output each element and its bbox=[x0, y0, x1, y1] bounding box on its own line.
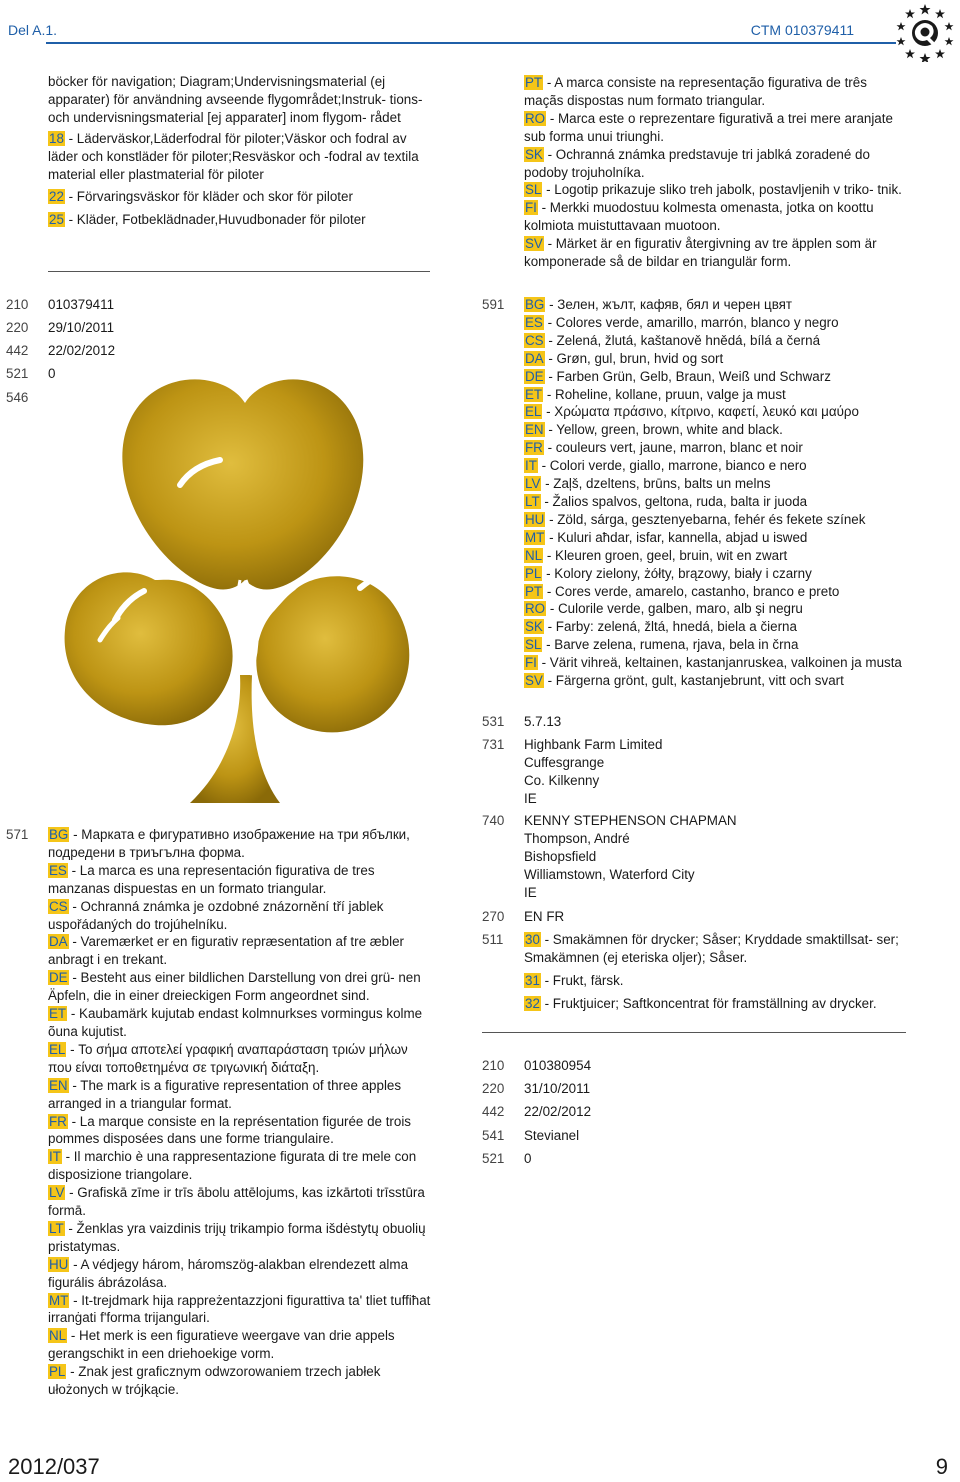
description-text: - Merkki muodostuu kolmesta omenasta, jotka on koottu kolmiota muistuttavaan muotoon. bbox=[524, 200, 874, 234]
lang-code: IT bbox=[49, 1149, 61, 1165]
lang-code: RO bbox=[525, 601, 546, 617]
lang-code: CS bbox=[49, 898, 68, 914]
lang-code: LV bbox=[525, 476, 541, 492]
colour-text: - Χρώματα πράσινο, κίτρινο, καφετί, λευκό και μαύρο bbox=[542, 404, 859, 420]
description-entry bbox=[48, 1005, 434, 1041]
colour-text: - Farby: zelená, žltá, hnedá, biela a čierna bbox=[543, 619, 797, 635]
field-value: 0 bbox=[524, 1151, 532, 1166]
page-number: 9 bbox=[935, 1454, 948, 1479]
colour-entry bbox=[524, 583, 910, 601]
lang-code: DA bbox=[49, 934, 68, 950]
colour-text: - Grøn, gul, brun, hvid og sort bbox=[544, 350, 724, 366]
colour-entry bbox=[524, 672, 910, 690]
description-entry bbox=[524, 146, 910, 182]
colour-entry bbox=[524, 314, 910, 332]
colour-entry bbox=[524, 565, 910, 583]
description-text: - Ochranná známka je ozdobné znázornění tří jablek uspořádaných do trojúhelníku. bbox=[48, 898, 384, 932]
lang-code: FI bbox=[525, 200, 537, 216]
colour-entry bbox=[524, 457, 910, 475]
description-entry bbox=[524, 74, 910, 110]
colour-text: - Zöld, sárga, gesztenyebarna, fehér és fekete színek bbox=[545, 511, 866, 527]
lang-code: HU bbox=[525, 511, 545, 527]
representative-line: Thompson, André bbox=[524, 830, 630, 846]
lang-code: IT bbox=[525, 458, 537, 474]
colour-entry bbox=[524, 511, 910, 529]
description-text: - Varemærket er en figurativ repræsentation af tre æbler anbragt i en trekant. bbox=[48, 934, 405, 968]
class-entry bbox=[48, 188, 432, 206]
colour-text: - Culorile verde, galben, maro, alb şi negru bbox=[546, 601, 803, 617]
description-entry bbox=[48, 1292, 434, 1328]
field-number: 591 bbox=[482, 297, 505, 312]
field-number: 571 bbox=[6, 827, 29, 842]
colour-text: - Colori verde, giallo, marrone, bianco e nero bbox=[537, 458, 807, 474]
lang-code: RO bbox=[525, 110, 546, 126]
description-entry bbox=[524, 181, 910, 199]
description-text: - Besteht aus einer bildlichen Darstellung von drei grü- nen Äpfeln, die in einer dreieckigen Form angeordnet sind. bbox=[48, 970, 421, 1004]
lang-code: FR bbox=[49, 1113, 67, 1129]
field-number: 531 bbox=[482, 714, 505, 729]
class-entry bbox=[524, 995, 910, 1013]
representative-line: KENNY STEPHENSON CHAPMAN bbox=[524, 813, 737, 828]
goods-classes bbox=[524, 931, 910, 1013]
colour-text: - Colores verde, amarillo, marrón, blanco y negro bbox=[543, 314, 839, 330]
class-entry bbox=[524, 972, 910, 990]
colour-entry bbox=[524, 493, 910, 511]
field-number: 541 bbox=[482, 1128, 505, 1143]
colour-text: - Värit vihreä, keltainen, kastanjanruskea, valkoinen ja musta bbox=[537, 655, 902, 671]
field-value: 22/02/2012 bbox=[524, 1104, 592, 1119]
class-entry bbox=[524, 931, 910, 967]
description-text: - Il marchio è una rappresentazione figurata di tre mele con disposizione triangolare. bbox=[48, 1149, 417, 1183]
description-entry bbox=[48, 1363, 434, 1399]
lang-code: PT bbox=[525, 75, 543, 90]
field-number: 521 bbox=[6, 366, 29, 381]
field-value: 010379411 bbox=[48, 297, 115, 312]
class-code: 30 bbox=[525, 932, 540, 947]
class-text: - Frukt, färsk. bbox=[540, 972, 624, 988]
description-entry bbox=[48, 898, 434, 934]
lang-code: FI bbox=[525, 655, 537, 671]
description-text: - Kaubamärk kujutab endast kolmnurkses vormingus kolme õuna kujutist. bbox=[48, 1006, 423, 1039]
colour-text: - couleurs vert, jaune, marron, blanc et noir bbox=[543, 440, 803, 456]
field-value: Stevianel bbox=[524, 1128, 580, 1143]
class-entry bbox=[48, 211, 432, 229]
description-entry bbox=[48, 862, 434, 898]
representative-line: Bishopsfield bbox=[524, 848, 597, 864]
description-text: - Grafiskā zīme ir trīs ābolu attēlojums, kas izkārtoti trīsstūra formā. bbox=[48, 1185, 425, 1219]
field-value: 31/10/2011 bbox=[524, 1081, 591, 1096]
lang-code: CS bbox=[525, 332, 544, 348]
colour-text: - Kolory zielony, żółty, brązowy, biały i czarny bbox=[542, 565, 812, 581]
field-number: 521 bbox=[482, 1151, 505, 1166]
lang-code: SL bbox=[525, 637, 542, 653]
description-entry bbox=[48, 1256, 434, 1292]
entry-separator bbox=[48, 271, 430, 272]
colour-entry bbox=[524, 600, 910, 618]
lang-code: SV bbox=[525, 236, 543, 252]
field-value: 0 bbox=[48, 366, 56, 381]
description-text: - Το σήμα αποτελεί γραφική αναπαράσταση τριών μήλων που είναι τοποθετημένα σε τριγωνική διάταξη. bbox=[48, 1041, 408, 1075]
applicant-block bbox=[524, 736, 910, 808]
colour-text: - Cores verde, amarelo, castanho, branco e preto bbox=[543, 583, 840, 599]
lang-code: NL bbox=[49, 1328, 67, 1344]
field-value: 010380954 bbox=[524, 1058, 592, 1073]
lang-code: LT bbox=[49, 1220, 64, 1236]
lang-code: SL bbox=[525, 182, 542, 198]
description-text: - La marque consiste en la représentation figurée de trois pommes disposées dans une forme triangulaire. bbox=[48, 1113, 412, 1147]
field-number: 210 bbox=[482, 1058, 505, 1073]
header-rule bbox=[46, 42, 896, 44]
class-text: - Kläder, Fotbeklädnader,Huvudbonader för piloter bbox=[64, 212, 366, 228]
applicant-line: IE bbox=[524, 790, 537, 806]
colour-text: - Yellow, green, brown, white and black. bbox=[544, 422, 783, 438]
description-entry bbox=[48, 1041, 434, 1077]
class-text: - Fruktjuicer; Saftkoncentrat för framställning av drycker. bbox=[540, 995, 877, 1011]
colour-entry bbox=[524, 529, 910, 547]
colour-entry bbox=[524, 350, 910, 368]
representative-line: IE bbox=[524, 884, 537, 900]
colour-text: - Kleuren groen, geel, bruin, wit en zwart bbox=[543, 547, 788, 563]
colour-entry bbox=[524, 332, 910, 350]
description-entry bbox=[48, 1327, 434, 1363]
mark-descriptions-continued bbox=[524, 74, 910, 271]
description-text: - La marca es una representación figurativa de tres manzanas dispuestas en un formato triangular. bbox=[48, 862, 375, 896]
field-number: 220 bbox=[6, 320, 29, 335]
description-text: - A marca consiste na representação figurativa de três maçãs dispostas num formato triangular. bbox=[524, 75, 867, 108]
field-number: 442 bbox=[482, 1104, 505, 1119]
colour-entry bbox=[524, 439, 910, 457]
description-entry bbox=[48, 1148, 434, 1184]
description-entry bbox=[48, 933, 434, 969]
description-text: - A védjegy három, háromszög-alakban elrendezett alma figurális ábrázolása. bbox=[48, 1256, 409, 1290]
colour-text: - Barve zelena, rumena, rjava, bela in črna bbox=[542, 637, 799, 653]
colour-entry bbox=[524, 403, 910, 421]
colour-text: - Зелен, жълт, кафяв, бял и черен цвят bbox=[545, 297, 793, 312]
field-number: 511 bbox=[482, 932, 504, 947]
colour-entry bbox=[524, 636, 910, 654]
description-text: - Het merk is een figuratieve weergave van drie appels gerangschikt in een driehoekige vorm. bbox=[48, 1328, 395, 1362]
languages: EN FR bbox=[524, 909, 565, 924]
applicant-line: Highbank Farm Limited bbox=[524, 737, 663, 752]
lang-code: HU bbox=[49, 1256, 69, 1272]
lang-code: DA bbox=[525, 350, 544, 366]
description-entry bbox=[48, 969, 434, 1005]
colour-text: - Zaļš, dzeltens, brūns, balts un melns bbox=[541, 476, 771, 492]
lang-code: ET bbox=[525, 386, 543, 402]
lang-code: LV bbox=[49, 1185, 65, 1201]
lang-code: NL bbox=[525, 547, 543, 563]
lang-code: FR bbox=[525, 440, 543, 456]
colour-entry bbox=[524, 654, 910, 672]
field-number: 740 bbox=[482, 813, 505, 828]
lang-code: DE bbox=[49, 970, 68, 986]
field-number: 731 bbox=[482, 737, 505, 752]
field-number: 546 bbox=[6, 390, 29, 405]
class-text: - Läderväskor,Läderfodral för piloter;Väskor och fodral av läder och konstläder för piloter;Resväskor och -fodral av textila material eller plastmaterial för piloter bbox=[48, 130, 419, 182]
colour-entry bbox=[524, 296, 910, 314]
description-entry bbox=[524, 199, 910, 235]
lang-code: BG bbox=[525, 297, 545, 312]
description-text: - Ochranná známka predstavuje tri jablká zoradené do podoby trojuholníka. bbox=[524, 146, 870, 180]
colour-text: - Kuluri aħdar, isfar, kannella, abjad u iswed bbox=[545, 529, 808, 545]
lang-code: BG bbox=[49, 827, 69, 842]
field-number: 442 bbox=[6, 343, 29, 358]
description-entry bbox=[48, 1220, 434, 1256]
eu-emblem-icon bbox=[894, 2, 956, 62]
intro-text: böcker för navigation; Diagram;Undervisningsmaterial (ej apparater) för användning avseende flygområdet;Instruk- tions- och undervisningsmaterial [ej apparater] inom flygom- rådet bbox=[48, 74, 423, 125]
applicant-line: Co. Kilkenny bbox=[524, 772, 600, 788]
class-code: 22 bbox=[49, 189, 64, 205]
class-entry bbox=[48, 130, 432, 184]
colour-entry bbox=[524, 618, 910, 636]
representative-line: Williamstown, Waterford City bbox=[524, 866, 695, 882]
colour-text: - Roheline, kollane, pruun, valge ja must bbox=[543, 386, 786, 402]
vienna-classification: 5.7.13 bbox=[524, 714, 562, 729]
description-entry bbox=[48, 1077, 434, 1113]
colour-text: - Zelená, žlutá, kaštanově hnědá, bílá a černá bbox=[544, 332, 821, 348]
colour-text: - Žalios spalvos, geltona, ruda, balta ir juoda bbox=[540, 493, 808, 509]
class-code: 18 bbox=[49, 130, 64, 146]
goods-continuation bbox=[48, 73, 432, 229]
description-text: - The mark is a figurative representation of three apples arranged in a triangular format. bbox=[48, 1077, 402, 1111]
lang-code: EN bbox=[49, 1077, 68, 1093]
description-entry bbox=[48, 1113, 434, 1149]
colour-claims bbox=[524, 296, 910, 690]
field-number: 220 bbox=[482, 1081, 505, 1096]
lang-code: MT bbox=[49, 1292, 69, 1308]
representative-block bbox=[524, 812, 910, 902]
field-value: 22/02/2012 bbox=[48, 343, 116, 358]
lang-code: PT bbox=[525, 583, 543, 599]
description-text: - Marca este o reprezentare figurativă a trei mere aranjate sub forma unui triunghi. bbox=[524, 110, 893, 144]
class-text: - Förvaringsväskor för kläder och skor för piloter bbox=[64, 189, 353, 205]
lang-code: DE bbox=[525, 368, 544, 384]
lang-code: PL bbox=[525, 565, 542, 581]
field-number: 270 bbox=[482, 909, 505, 924]
colour-entry bbox=[524, 421, 910, 439]
class-code: 31 bbox=[525, 972, 540, 988]
lang-code: EL bbox=[525, 404, 542, 420]
colour-text: - Farben Grün, Gelb, Braun, Weiß und Schwarz bbox=[544, 368, 831, 384]
description-entry bbox=[48, 1184, 434, 1220]
class-code: 32 bbox=[525, 995, 540, 1011]
description-text: - Logotip prikazuje sliko treh jabolk, postavljenih v triko- tnik. bbox=[542, 182, 902, 198]
lang-code: SK bbox=[525, 619, 543, 635]
colour-text: - Färgerna grönt, gult, kastanjebrunt, vitt och svart bbox=[543, 673, 844, 689]
lang-code: ES bbox=[525, 314, 543, 330]
lang-code: SK bbox=[525, 146, 543, 162]
applicant-line: Cuffesgrange bbox=[524, 754, 605, 770]
description-text: - Märket är en figurativ återgivning av tre äpplen som är komponerade så de bildar en triangulär form. bbox=[524, 236, 877, 270]
ctm-number: CTM 010379411 bbox=[750, 22, 854, 38]
lang-code: MT bbox=[525, 529, 545, 545]
colour-entry bbox=[524, 386, 910, 404]
description-text: - Ženklas yra vaizdinis trijų trikampio forma išdėstytų obuolių pristatymas. bbox=[48, 1220, 426, 1254]
lang-code: SV bbox=[525, 673, 543, 689]
description-entry bbox=[524, 235, 910, 271]
class-text: - Smakämnen för drycker; Såser; Kryddade smaktillsat- ser; Smakämnen (ej eteriska oljer); Såser. bbox=[524, 932, 899, 965]
description-entry bbox=[48, 826, 434, 862]
lang-code: ET bbox=[49, 1006, 67, 1022]
class-code: 25 bbox=[49, 212, 64, 228]
field-value: 29/10/2011 bbox=[48, 320, 115, 335]
lang-code: EL bbox=[49, 1041, 66, 1057]
bulletin-issue: 2012/037 bbox=[8, 1454, 100, 1479]
field-number: 210 bbox=[6, 297, 29, 312]
colour-entry bbox=[524, 368, 910, 386]
lang-code: LT bbox=[525, 493, 540, 509]
colour-entry bbox=[524, 547, 910, 565]
description-text: - Марката е фигуративно изображение на три ябълки, подредени в триъгълна форма. bbox=[48, 827, 410, 860]
section-label: Del A.1. bbox=[8, 22, 58, 38]
description-text: - It-trejdmark hija rappreżentazzjoni figurattiva ta' tliet tuffiħat irranġati f'forma trijangulari. bbox=[48, 1292, 431, 1326]
lang-code: ES bbox=[49, 862, 67, 878]
mark-descriptions bbox=[48, 826, 434, 1399]
trademark-three-apples-image bbox=[60, 375, 430, 805]
colour-entry bbox=[524, 475, 910, 493]
lang-code: EN bbox=[525, 422, 544, 438]
description-text: - Znak jest graficznym odwzorowaniem trzech jabłek ułożonych w trójkącie. bbox=[48, 1364, 381, 1398]
entry-separator bbox=[482, 1032, 906, 1033]
lang-code: PL bbox=[49, 1364, 66, 1380]
description-entry bbox=[524, 110, 910, 146]
